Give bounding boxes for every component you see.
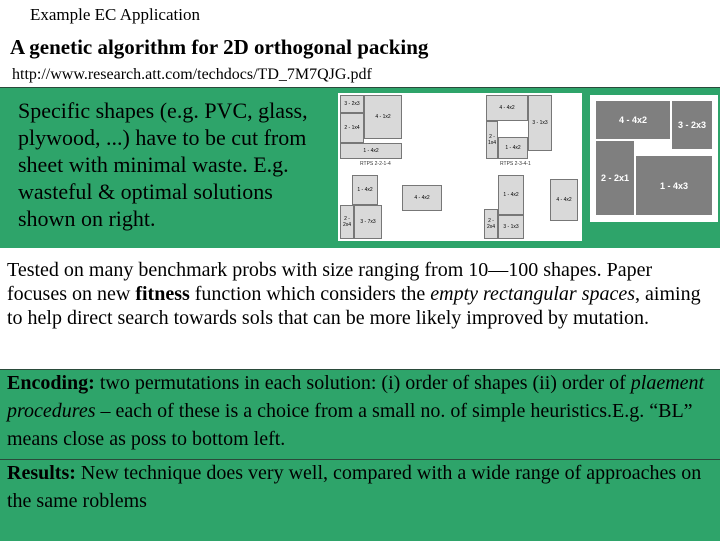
packed-shape: 2 - 2x4 [340, 205, 354, 239]
packed-shape: 2 - 2x4 [484, 209, 498, 239]
encoding-text: – each of these is a choice from a small no. of simple heuristics.E.g. “BL” means close as poss to bottom left. [7, 400, 693, 450]
packed-shape: 4 - 4x2 [595, 100, 671, 140]
placement-term: plaement procedures [7, 372, 705, 422]
results-paragraph [7, 459, 717, 515]
packed-shape: 1 - 4x2 [498, 175, 524, 215]
packed-shape: 4 - 4x2 [550, 179, 578, 221]
solution-caption: RTPS 2-3-4-1 [500, 161, 531, 167]
solution-caption: RTPS 2-2-1-4 [360, 161, 391, 167]
packed-shape: 1 - 4x2 [352, 175, 378, 205]
packed-shape: 1 - 4x2 [498, 137, 528, 159]
results-label: Results: [7, 462, 76, 484]
benchmark-text: function which considers the [189, 283, 431, 305]
benchmark-text: , aiming to help direct search towards sols that can be more likely improved by mutation. [7, 283, 701, 329]
packed-shape: 1 - 4x3 [635, 155, 713, 216]
optimal-packing-figure [590, 95, 718, 222]
packed-shape: 2 - 1x4 [340, 113, 364, 143]
packed-shape: 3 - 7x3 [354, 205, 382, 239]
slide-title: A genetic algorithm for 2D orthogonal packing [10, 35, 429, 59]
packed-shape: 3 - 1x3 [498, 215, 524, 239]
packed-shape: 3 - 2x3 [340, 95, 364, 113]
paper-url: http://www.research.att.com/techdocs/TD_7M7QJG.pdf [12, 66, 372, 83]
packed-shape: 4 - 1x2 [364, 95, 402, 139]
packed-shape: 2 - 1x4 [486, 121, 498, 159]
slide-header: Example EC Application [30, 5, 200, 24]
packed-shape: 4 - 4x2 [486, 95, 528, 121]
packed-shape: 1 - 4x2 [340, 143, 402, 159]
packed-shape: 3 - 1x3 [528, 95, 552, 151]
packing-solutions-figure [338, 93, 582, 241]
packed-shape: 3 - 2x3 [671, 100, 713, 150]
packed-shape: 4 - 4x2 [402, 185, 442, 211]
encoding-text: two permutations in each solution: (i) order of shapes (ii) order of [94, 372, 631, 394]
encoding-label: Encoding: [7, 372, 95, 394]
benchmark-text: Tested on many benchmark probs with size ranging from 10—100 shapes. Paper focuses on new [7, 259, 653, 305]
encoding-paragraph [7, 369, 717, 453]
packed-shape: 2 - 2x1 [595, 140, 635, 216]
fitness-term: fitness [135, 283, 190, 305]
results-text: New technique does very well, compared with a wide range of approaches on the same roblems [7, 462, 702, 512]
empty-spaces-term: empty rectangular spaces [430, 283, 636, 305]
benchmark-paragraph [7, 258, 717, 330]
intro-text: Specific shapes (e.g. PVC, glass, plywood, ...) have to be cut from sheet with minimal waste. E.g. wasteful & optimal solutions shown on right. [18, 98, 308, 231]
